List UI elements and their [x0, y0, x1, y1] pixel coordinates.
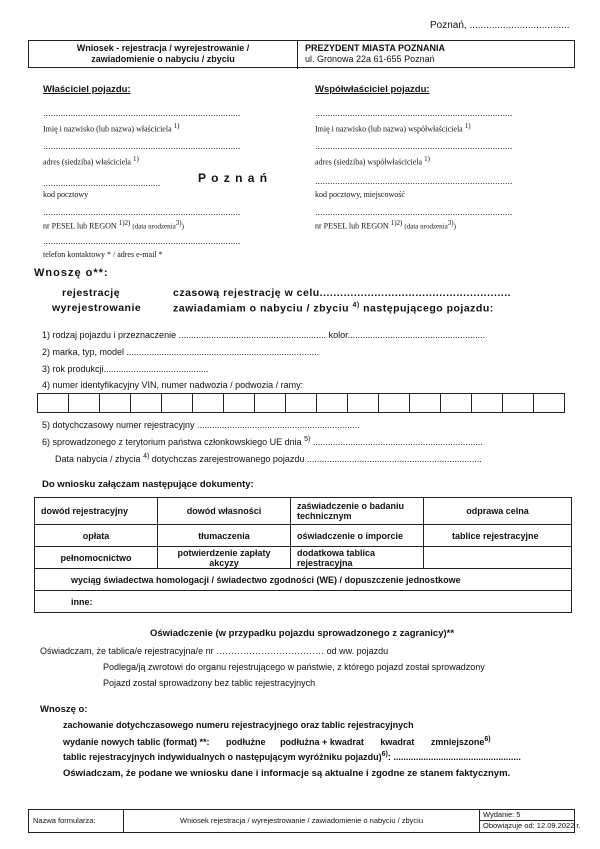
footer-valid-from: Obowiązuje od: 12.09.2022 r. [483, 821, 581, 830]
doc-license-plates[interactable]: tablice rejestracyjne [424, 525, 572, 547]
vin-cell[interactable] [224, 394, 255, 413]
vin-cell[interactable] [503, 394, 534, 413]
authority-name: PREZYDENT MIASTA POZNANIA [305, 43, 446, 53]
doc-import-statement[interactable]: oświadczenie o imporcie [291, 525, 424, 547]
owner-name-label: Imię i nazwisko (lub nazwa) właściciela $^{1)}$ [43, 122, 180, 134]
doc-customs-clearance[interactable]: odprawa celna [424, 498, 572, 525]
vin-cell[interactable] [38, 394, 69, 413]
doc-fee[interactable]: opłata [35, 525, 158, 547]
footer-form-name: Wniosek rejestracja / wyrejestrowanie / zawiadomienie o nabyciu / zbyciu [124, 810, 480, 832]
documents-heading: Do wniosku załączam następujące dokumenty: [42, 479, 254, 490]
form-title [29, 41, 298, 69]
form-title-line2: zawiadomienie o nabyciu / zbyciu [91, 54, 235, 64]
owner-name-input[interactable]: ............................................................................... [43, 108, 241, 118]
doc-technical-inspection[interactable]: zaświadczenie o badaniu technicznym [291, 498, 424, 525]
vin-cell[interactable] [472, 394, 503, 413]
doc-power-of-attorney[interactable]: pełnomocnictwo [35, 547, 158, 569]
owner-postal-label: kod pocztowy [43, 190, 89, 199]
doc-empty-cell [424, 547, 572, 569]
keep-registration-option[interactable]: zachowanie dotychczasowego numeru rejestracyjnego oraz tablic rejestracyjnych [63, 720, 414, 730]
owner-postal-input[interactable]: ............................................... [43, 178, 161, 188]
statement-heading: Oświadczenie (w przypadku pojazdu sprowadzonego z zagranicy)** [150, 628, 455, 639]
header-box [28, 40, 575, 68]
option-notify-transfer[interactable]: zawiadamiam o nabyciu / zbyciu $^{4)}$ następującego pojazdu: [173, 302, 494, 315]
statement-plate-number[interactable]: Oświadczam, że tablica/e rejestracyjna/e nr ……………………………… od ww. pojazdu [40, 646, 389, 656]
footer-box [28, 809, 581, 833]
vin-cell[interactable] [534, 394, 565, 413]
new-plates-option[interactable]: wydanie nowych tablic (format) **: podłużne podłużna + kwadrat kwadrat zmniejszone$^{6)}$ [63, 736, 491, 747]
owner-pesel-input[interactable]: ............................................................................... [43, 207, 241, 217]
vin-grid [37, 393, 565, 413]
vehicle-type-color-field[interactable]: 1) rodzaj pojazdu i przeznaczenie ........................................................... kolor....................................................... [42, 330, 486, 340]
coowner-address-input[interactable]: ............................................................................... [315, 141, 513, 151]
request-heading: Wnoszę o**: [34, 267, 109, 279]
documents-table [34, 497, 572, 613]
vehicle-vin-label: 4) numer identyfikacyjny VIN, numer nadwozia / podwozia / ramy: [42, 380, 304, 390]
doc-excise-payment[interactable]: potwierdzenie zapłaty akcyzy [158, 547, 291, 569]
previous-registration-field[interactable]: 5) dotychczasowy numer rejestracyjny ................................................................. [42, 420, 360, 430]
vin-cell[interactable] [317, 394, 348, 413]
eu-import-date-field[interactable]: 6) sprowadzonego z terytorium państwa członkowskiego UE dnia $^{5)}$ .................................................................... [42, 436, 483, 447]
owner-city: P o z n a ń [198, 171, 269, 185]
coowner-postal-input[interactable]: ............................................................................... [315, 176, 513, 186]
coowner-name-input[interactable]: ............................................................................... [315, 108, 513, 118]
vin-cell[interactable] [162, 394, 193, 413]
vin-cell[interactable] [193, 394, 224, 413]
vin-cell[interactable] [379, 394, 410, 413]
individual-plates-option[interactable]: tablic rejestracyjnych indywidualnych o następującym wyróżniku pojazdu)$^{6)}$: ................................................... [63, 751, 521, 762]
plate-format-reduced[interactable]: zmniejszone$^{6)}$ [430, 736, 491, 747]
coowner-postal-label: kod pocztowy, miejscowość [315, 190, 405, 199]
owner-heading: Właściciel pojazdu: [43, 84, 131, 95]
doc-translations[interactable]: tłumaczenia [158, 525, 291, 547]
statement-plates-returned[interactable]: Podlega/ją zwrotowi do organu rejestrującego w państwie, z którego pojazd został sprowadzony [103, 662, 485, 672]
vehicle-year-field[interactable]: 3) rok produkcji.......................................... [42, 364, 209, 374]
doc-other[interactable]: inne: [35, 591, 572, 613]
form-title-line1: Wniosek - rejestracja / wyrejestrowanie / [76, 43, 250, 53]
vin-cell[interactable] [255, 394, 286, 413]
statement-no-plates[interactable]: Pojazd został sprowadzony bez tablic rejestracyjnych [103, 678, 316, 688]
doc-proof-of-ownership[interactable]: dowód własności [158, 498, 291, 525]
option-register[interactable]: rejestrację [62, 287, 121, 299]
option-deregister[interactable]: wyrejestrowanie [52, 302, 142, 314]
doc-homologation[interactable]: wyciąg świadectwa homologacji / świadectwo zgodności (WE) / dopuszczenie jednostkowe [35, 569, 572, 591]
option-temporary-registration[interactable]: czasową rejestrację w celu........................................................ [173, 287, 512, 299]
footer-edition [480, 810, 581, 832]
final-declaration: Oświadczam, że podane we wniosku dane i informacje są aktualne i zgodne ze stanem faktycznym. [63, 768, 511, 779]
footer-edition-number: Wydanie: 5 [480, 810, 574, 821]
owner-address-input[interactable]: ............................................................................... [43, 141, 241, 151]
owner-contact-label: telefon kontaktowy * / adres e-mail * [43, 250, 163, 259]
coowner-pesel-input[interactable]: ............................................................................... [315, 207, 513, 217]
also-request-heading: Wnoszę o: [40, 704, 88, 715]
plate-format-long-square[interactable]: podłużna + kwadrat [280, 737, 364, 747]
owner-pesel-label: nr PESEL lub REGON $^{1)2)}$ (data urodzenia$^{3)}$) [43, 219, 184, 231]
vin-cell[interactable] [131, 394, 162, 413]
vin-cell[interactable] [69, 394, 100, 413]
vehicle-make-model-field[interactable]: 2) marka, typ, model ............................................................................. [42, 347, 320, 357]
doc-registration-certificate[interactable]: dowód rejestracyjny [35, 498, 158, 525]
authority [305, 43, 445, 65]
footer-form-label: Nazwa formularza: [29, 810, 124, 832]
coowner-name-label: Imię i nazwisko (lub nazwa) współwłaściciela $^{1)}$ [315, 122, 471, 134]
vin-cell[interactable] [286, 394, 317, 413]
coowner-heading: Współwłaściciel pojazdu: [315, 84, 430, 95]
owner-address-label: adres (siedziba) właściciela $^{1)}$ [43, 155, 139, 167]
doc-additional-plate[interactable]: dodatkowa tablica rejestracyjna [291, 547, 424, 569]
plate-format-long[interactable]: podłużne [226, 737, 266, 747]
vin-cell[interactable] [100, 394, 131, 413]
owner-contact-input[interactable]: ............................................................................... [43, 236, 241, 246]
coowner-address-label: adres (siedziba) współwłaściciela $^{1)}$ [315, 155, 430, 167]
plate-format-square[interactable]: kwadrat [380, 737, 415, 747]
vin-cell[interactable] [348, 394, 379, 413]
place-date-field[interactable]: Poznań, .................................... [430, 20, 570, 31]
authority-address: ul. Gronowa 22a 61-655 Poznań [305, 54, 435, 64]
vin-cell[interactable] [441, 394, 472, 413]
vin-cell[interactable] [410, 394, 441, 413]
coowner-pesel-label: nr PESEL lub REGON $^{1)2)}$ (data urodzenia$^{3)}$) [315, 219, 456, 231]
transfer-date-field[interactable]: Data nabycia / zbycia $^{4)}$ dotychczas zarejestrowanego pojazdu ...................................................................... [55, 453, 482, 464]
